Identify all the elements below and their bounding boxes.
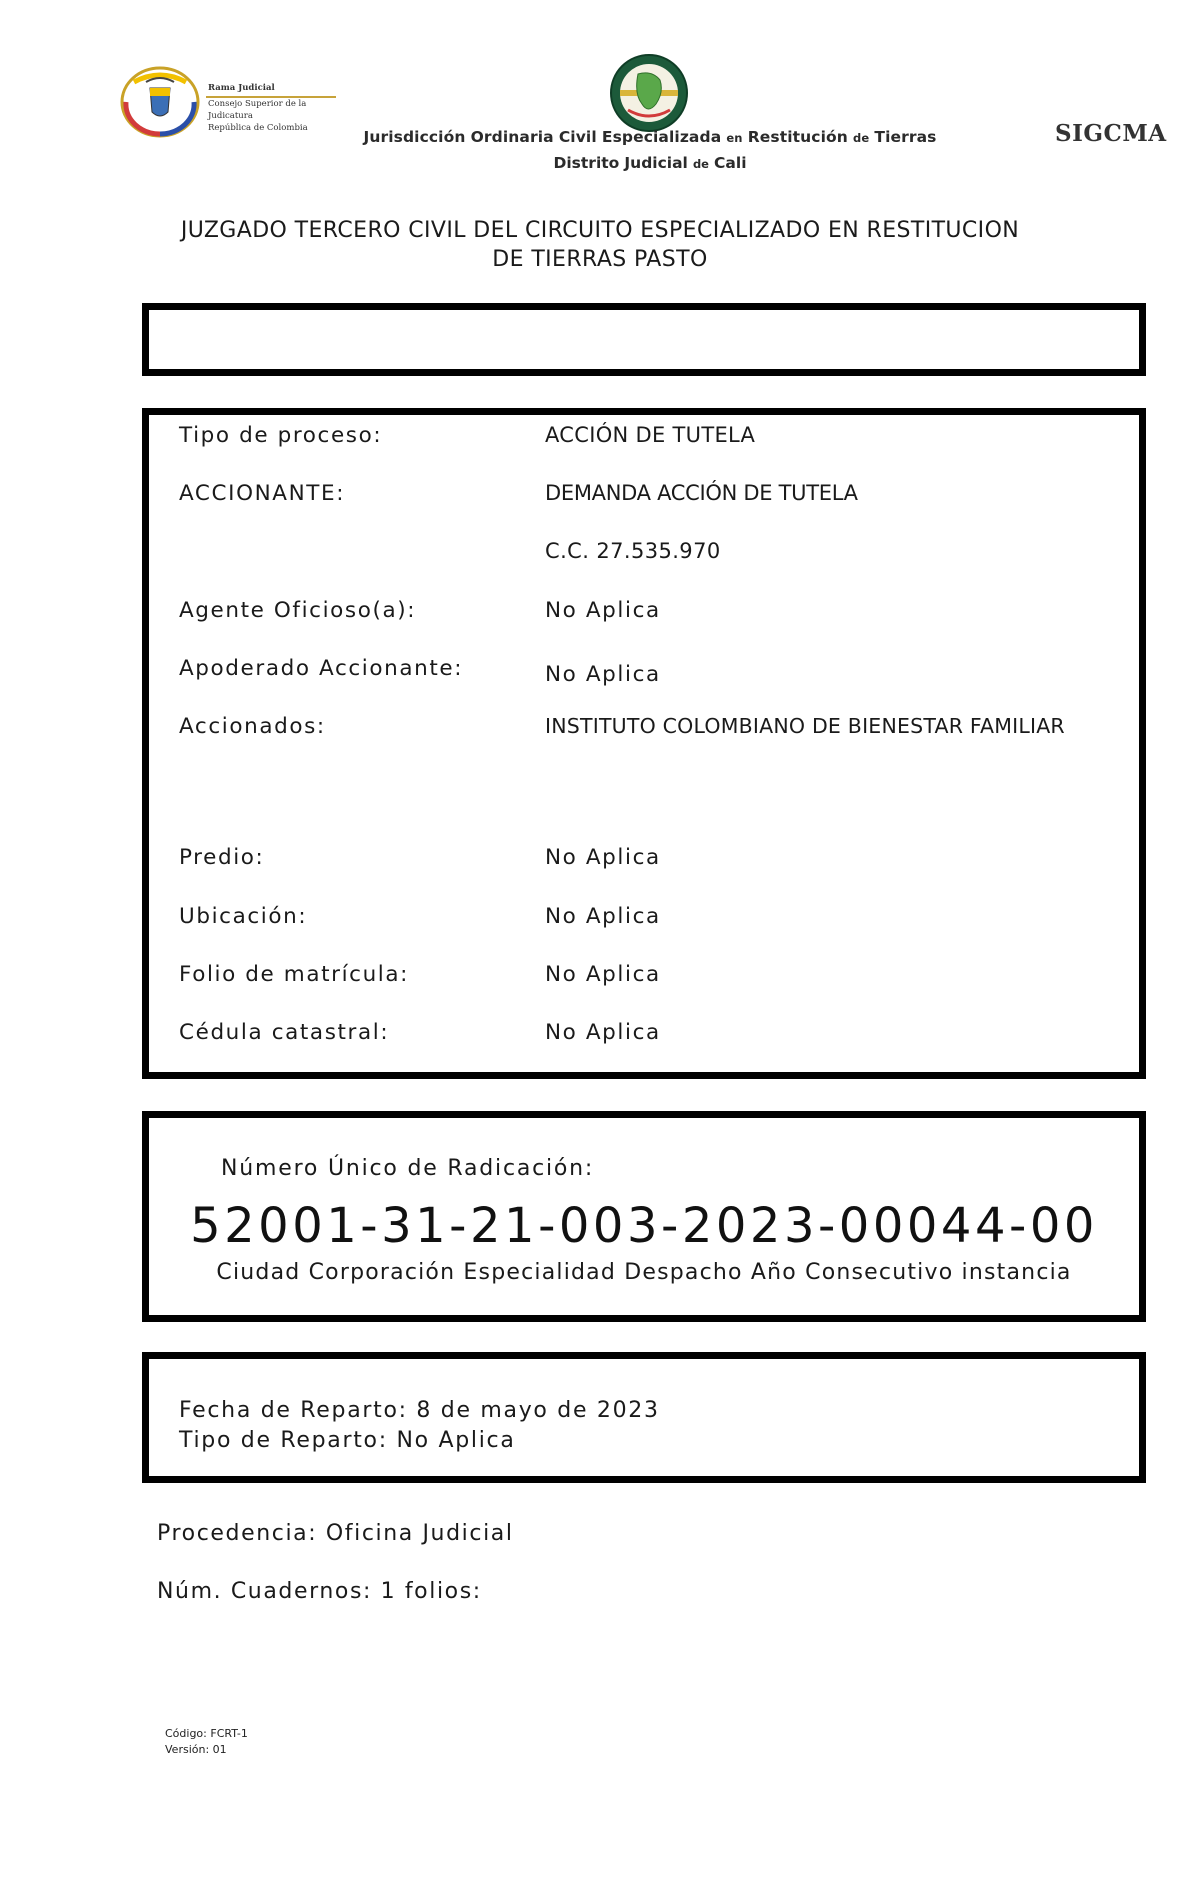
folio-matricula-label: Folio de matrícula:	[179, 962, 409, 987]
tipo-proceso-label: Tipo de proceso:	[179, 423, 383, 448]
predio-value: No Aplica	[545, 845, 661, 870]
jurisdiccion-heading	[250, 128, 1050, 146]
sigcma-label: SIGCMA	[1055, 120, 1167, 147]
accionante-value: DEMANDA ACCIÓN DE TUTELA	[545, 481, 858, 505]
footer-code	[165, 1726, 248, 1758]
tipo-reparto: Tipo de Reparto: No Aplica	[179, 1428, 516, 1453]
colombia-coat-of-arms-logo	[118, 64, 208, 142]
jur-word-2: Ordinaria	[470, 128, 554, 146]
accionados-label: Accionados:	[179, 714, 326, 739]
ubicacion-label: Ubicación:	[179, 904, 308, 929]
accionante-cc-value: C.C. 27.535.970	[545, 539, 721, 563]
version-text: Versión: 01	[165, 1743, 227, 1756]
process-info-box	[142, 408, 1146, 1079]
republica-line: República de Colombia	[208, 123, 308, 133]
ubicacion-value: No Aplica	[545, 904, 661, 929]
court-title	[140, 216, 1060, 274]
radicacion-label: Número Único de Radicación:	[221, 1156, 595, 1181]
court-title-line-1: JUZGADO TERCERO CIVIL DEL CIRCUITO ESPECIALIZADO EN RESTITUCION	[180, 218, 1020, 243]
jur-word-7: de	[853, 131, 870, 145]
restitucion-tierras-seal-logo	[608, 52, 690, 134]
jur-word-3: Civil	[558, 128, 597, 146]
agente-oficioso-label: Agente Oficioso(a):	[179, 598, 417, 623]
procedencia-text: Procedencia: Oficina Judicial	[157, 1521, 514, 1546]
radicacion-legend: Ciudad Corporación Especialidad Despacho Año Consecutivo instancia	[216, 1260, 1072, 1285]
apoderado-label: Apoderado Accionante:	[179, 656, 464, 681]
dist-word-1: Distrito	[553, 154, 620, 172]
predio-label: Predio:	[179, 845, 265, 870]
cuadernos-text: Núm. Cuadernos: 1 folios:	[157, 1579, 482, 1604]
consejo-superior-line: Consejo Superior de la Judicatura	[208, 99, 307, 121]
accionados-value: INSTITUTO COLOMBIANO DE BIENESTAR FAMILIAR	[545, 714, 1065, 738]
fecha-reparto: Fecha de Reparto: 8 de mayo de 2023	[179, 1398, 660, 1423]
codigo-text: Código: FCRT-1	[165, 1727, 248, 1740]
apoderado-value: No Aplica	[545, 662, 661, 687]
dist-word-3: de	[692, 157, 709, 171]
folio-matricula-value: No Aplica	[545, 962, 661, 987]
rama-judicial-text	[208, 82, 338, 134]
distrito-heading	[250, 154, 1050, 172]
radicacion-number: 52001-31-21-003-2023-00044-00	[190, 1198, 1098, 1254]
tipo-proceso-value: ACCIÓN DE TUTELA	[545, 423, 756, 447]
agente-oficioso-value: No Aplica	[545, 598, 661, 623]
cedula-catastral-value: No Aplica	[545, 1020, 661, 1045]
rama-judicial-line: Rama Judicial	[208, 83, 275, 93]
jur-word-4: Especializada	[601, 128, 722, 146]
accionante-label: ACCIONANTE:	[179, 481, 346, 506]
court-title-line-2: DE TIERRAS PASTO	[492, 247, 708, 272]
jur-word-5: en	[726, 131, 743, 145]
jur-word-8: Tierras	[874, 128, 937, 146]
radicacion-box	[142, 1111, 1146, 1322]
jur-word-6: Restitución	[747, 128, 848, 146]
dist-word-2: Judicial	[624, 154, 688, 172]
empty-frame-box	[142, 303, 1146, 376]
cedula-catastral-label: Cédula catastral:	[179, 1020, 390, 1045]
jur-word-1: Jurisdicción	[363, 128, 466, 146]
dist-word-4: Cali	[714, 154, 747, 172]
reparto-box	[142, 1352, 1146, 1483]
